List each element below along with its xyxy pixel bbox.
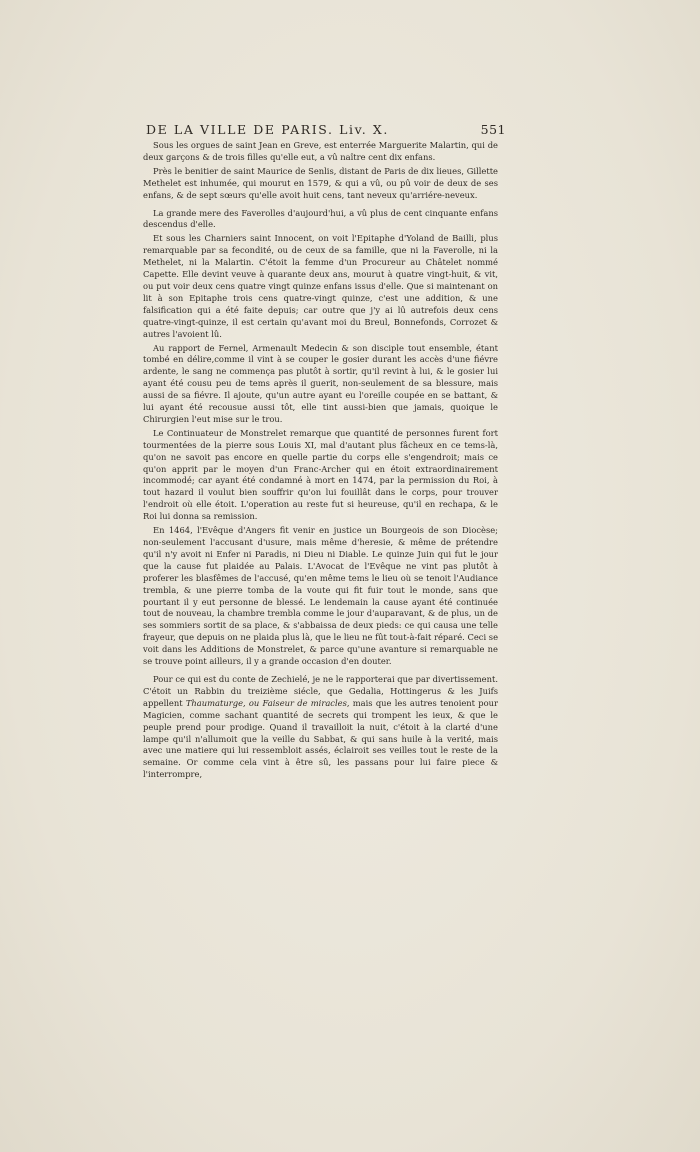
- paragraph-monstrelet: Le Continuateur de Monstrelet remarque que quantité de personnes furent fort tourmentées de la pierre sous Louis XI, mal d'autant plus fâcheux en ce tems-là, qu'on ne savoit pas encore en quelle partie du corps elle s'engendroit; mais ce qu'on apprit par le moyen d'un Franc-Archer qui en étoit extraordinairement incommodé; car ayant été condamné à mort en 1474, par la permission du Roi, à tout hazard il voulut bien souffrir qu'on lui fouillât dans le corps, pour trouver l'endroit où elle étoit. L'operation au reste fut si heureuse, qu'il en rechapa, & le Roi lui donna sa remission.: [143, 427, 498, 522]
- paragraph-yoland-de-bailli: Et sous les Charniers saint Innocent, on voit l'Epitaphe d'Yoland de Bailli, plus remarquable par sa fecondité, ou de ceux de sa famille, que ni la Faverolle, ni la Methelet, ni la Malartin. C'étoit la femme d'un Procureur au Châtelet nommé Capette. Elle devint veuve à quarante deux ans, mourut à quatre vingt-huit, & vit, ou put voir deux cens quatre vingt quinze enfans issus d'elle. Que si maintenant on lit à son Epitaphe trois cens quatre-vingt quinze, c'est une addition, & une falsification qui a été faite depuis; car outre que j'y ai lû autrefois deux cens quatre-vingt-quinze, il est certain qu'avant moi du Breul, Bonnefonds, Corrozet & autres l'avoient lû.: [143, 233, 498, 339]
- page-text-block: [143, 120, 506, 787]
- page-number: 551: [480, 122, 506, 137]
- paragraph-eveque-angers: En 1464, l'Evêque d'Angers fit venir en justice un Bourgeois de son Diocèse; non-seulement l'accusant d'usure, mais même d'heresie, & même de prétendre qu'il n'y avoit ni Enfer ni Paradis, ni Dieu ni Diable. Le quinze Juin qui fut le jour que la cause fut plaidée au Palais. L'Avocat de l'Evêque ne vint pas plutôt à proferer les blasfêmes de l'accusé, qu'en même tems le lieu où se tenoit l'Audiance trembla, & une pierre tomba de la voute qui fit fuir tout le monde, sans que pourtant il y eut personne de blessé. Le lendemain la cause ayant été continuée tout de nouveau, la chambre trembla comme le jour d'auparavant, & de plus, un de ses sommiers sortit de sa place, & s'abbaissa de deux pieds: ce qui causa une telle frayeur, que depuis on ne plaida plus là, que le lieu ne fût tout-à-fait réparé. Ceci se voit dans les Additions de Monstrelet, & parce qu'une avanture si remarquable ne se trouve point ailleurs, il y a grande occasion d'en douter.: [143, 525, 499, 667]
- running-head-title: DE LA VILLE DE PARIS. Liv. X.: [146, 122, 390, 137]
- paragraph-fernel: Au rapport de Fernel, Armenault Medecin & son disciple tout ensemble, étant tombé en délire,comme il vint à se couper le gosier durant les accès d'une fiévre ardente, le sang ne commença pas plutôt à sortir, qu'il revint à lui, & le gosier lui ayant été cousu peu de tems après il guerit, non-seulement de sa blessure, mais aussi de sa fiévre. Il ajoute, qu'un autre ayant eu l'oreille coupée en se battant, & lui ayant été recousue aussi tôt, elle tint aussi-bien que jamais, quoique le Chirurgien l'eut mise sur le trou.: [143, 342, 498, 424]
- paragraph-zechiele: [143, 674, 498, 781]
- running-head: [146, 120, 506, 140]
- zechiele-text-start: Pour ce qui est du conte de Zechielé, je ne le rapporterai que par divertissement. C'étoit un Rabbin du treizième siécle, que Gedalia, Hottingerus & les Juifs appellent: [143, 673, 498, 708]
- zechiele-italic-title: Thaumaturge, ou Faiseur de miracles: [185, 697, 347, 708]
- paragraph-methelet: Près le benitier de saint Maurice de Senlis, distant de Paris de dix lieues, Gillette Methelet est inhumée, qui mourut en 1579, & qui a vû, ou pû voir de deux de ses enfans, & de sept sœurs qu'elle avoit huit cens, tant neveux qu'arriére-neveux.: [143, 165, 498, 200]
- paragraph-malartin: Sous les orgues de saint Jean en Greve, est enterrée Marguerite Malartin, qui de deux garçons & de trois filles qu'elle eut, a vû naître cent dix enfans.: [143, 140, 498, 162]
- paragraph-faverolles: La grande mere des Faverolles d'aujourd'hui, a vû plus de cent cinquante enfans descendus d'elle.: [143, 207, 498, 230]
- zechiele-text-end: , mais que les autres tenoient pour Magicien, comme sachant quantité de secrets qui trompent les ieux, & que le peuple prend pour prodige. Quand il travailloit la nuit, c'étoit à la clarté d'une lampe qu'il n'allumoit que la veille du Sabbat, & qui sans huile à la verité, mais avec une matiere qui lui ressembloit assés, éclairoit ses veilles tout le reste de la semaine. Or comme cela vint à être sû, les passans pour lui faire piece & l'interrompre,: [143, 697, 498, 780]
